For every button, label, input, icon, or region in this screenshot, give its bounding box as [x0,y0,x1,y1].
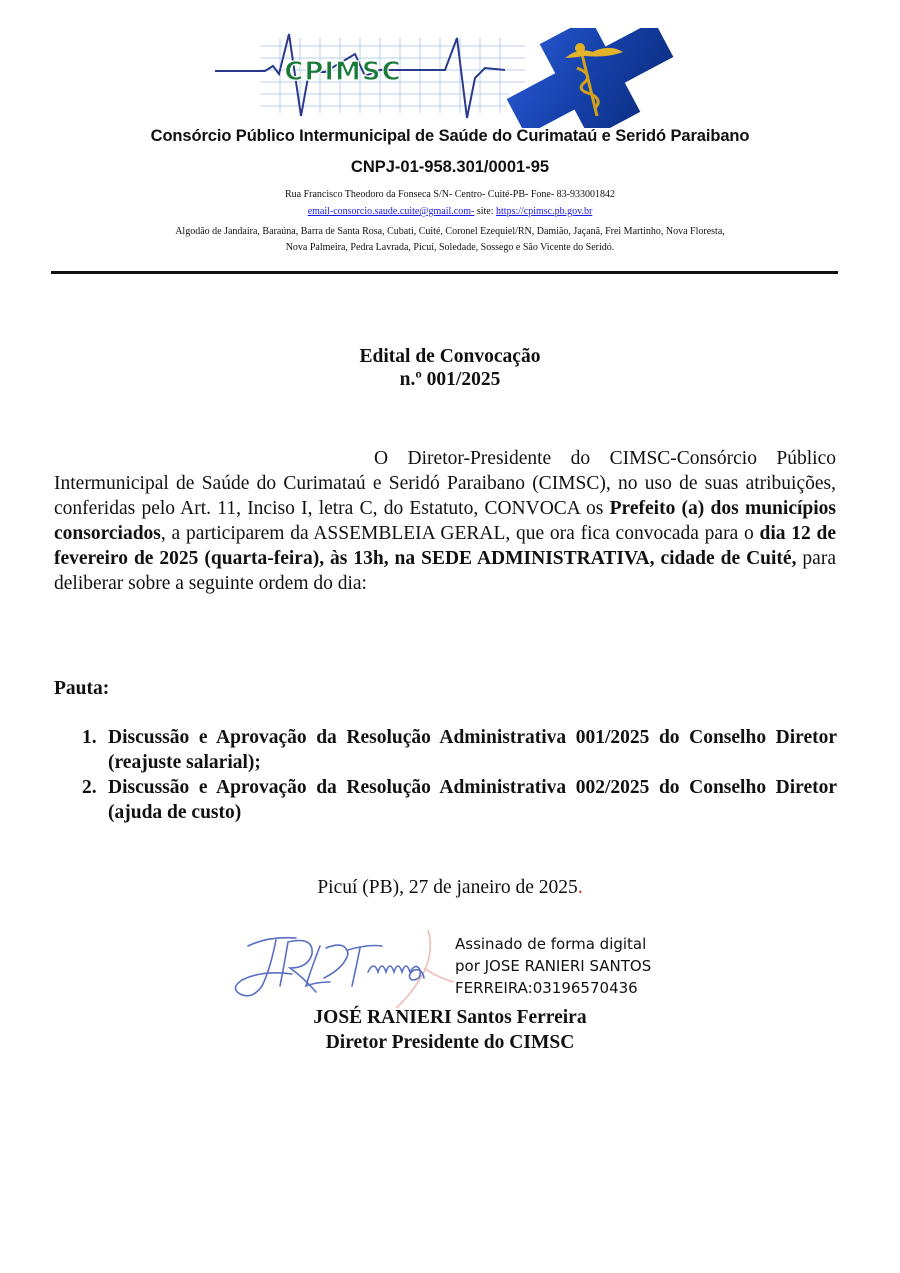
title-number: n.º 001/2025 [399,369,501,390]
member-municipalities [55,224,845,256]
site-link[interactable]: https://cpimsc.pb.gov.br [496,206,593,217]
contact-line [0,206,900,217]
municipalities-line-1: Algodão de Jandaíra, Baraúna, Barra de Santa Rosa, Cubati, Cuité, Coronel Ezequiel/RN, Damião, Jaçanã, Frei Martinho, Nova Floresta, [175,226,725,237]
cnpj-number: CNPJ-01-958.301/0001-95 [350,158,550,176]
signature-icon [228,928,458,1010]
place-date-text: Picuí (PB), 27 de janeiro de 2025 [317,877,578,898]
paragraph-text-1: O Diretor-Presidente do CIMSC-Consórcio Público Intermunicipal de Saúde do Curimataú e Seridó Paraibano (CIMSC), no uso de suas atribuições, conferidas pelo Art. 11, Inciso I, letra C, do Estatuto, CONVOCA os [54,448,836,519]
agenda-item [82,725,837,775]
address-line: Rua Francisco Theodoro da Fonseca S/N- Centro- Cuité-PB- Fone- 83-933001842 [284,189,616,200]
signer-name: JOSÉ RANIERI Santos Ferreira [313,1007,587,1028]
paragraph-text-2: , a participarem da ASSEMBLEIA GERAL, que ora fica convocada para o [160,523,760,544]
stamp-line-3: FERREIRA:03196570436 [455,979,638,997]
agenda-item-number: 2. [82,777,97,798]
agenda-item-text: Discussão e Aprovação da Resolução Administrativa 002/2025 do Conselho Diretor (ajuda de custo) [108,777,837,823]
email-link[interactable]: email-consorcio.saude.cuite@gmail.com- [307,206,475,217]
agenda-heading: Pauta: [54,678,110,699]
logo-banner-icon [205,28,683,128]
convocation-paragraph [54,446,836,596]
municipalities-line-2: Nova Palmeira, Pedra Lavrada, Picuí, Soledade, Sossego e São Vicente do Seridó. [285,242,615,253]
stamp-line-2: por JOSE RANIERI SANTOS [455,957,652,975]
organization-name: Consórcio Público Intermunicipal de Saúde do Curimataú e Seridó Paraibano [150,127,750,145]
paragraph-bold-1: Prefeito (a) dos municípios consorciados [54,498,836,544]
handwritten-signature [228,928,458,1010]
title-line-1: Edital de Convocação [359,346,541,367]
place-and-date [0,877,900,899]
agenda-item [82,775,837,825]
svg-text:CPIMSC: CPIMSC [284,57,402,87]
digital-signature-stamp [455,933,651,999]
signer-block [0,1005,900,1055]
place-date-period: . [577,877,583,898]
stamp-line-1: Assinado de forma digital [455,935,647,953]
agenda-item-number: 1. [82,727,97,748]
signer-title: Diretor Presidente do CIMSC [325,1032,575,1053]
cpimsc-logo [205,28,683,128]
agenda-list [82,725,837,825]
header-divider [51,271,838,274]
document-title [0,345,900,391]
site-label: site: [474,206,497,217]
paragraph-bold-2: dia 12 de fevereiro de 2025 (quarta-feira), às 13h, na SEDE ADMINISTRATIVA, cidade de Cuité, [54,523,836,569]
paragraph-text-3: para deliberar sobre a seguinte ordem do dia: [54,548,836,594]
agenda-item-text: Discussão e Aprovação da Resolução Administrativa 001/2025 do Conselho Diretor (reajuste salarial); [108,727,837,773]
